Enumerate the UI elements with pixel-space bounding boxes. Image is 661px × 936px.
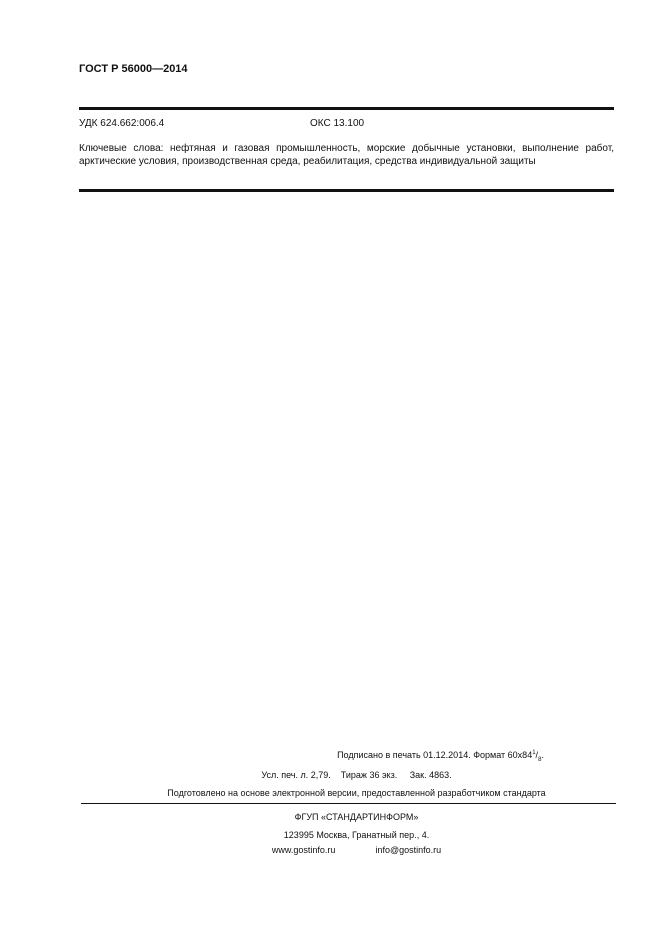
signed-text: Подписано в печать 01.12.2014. Формат 60x84	[337, 750, 533, 760]
imprint-divider	[81, 803, 616, 804]
email-link[interactable]: info@gostinfo.ru	[375, 845, 442, 855]
format-denominator: 8	[538, 756, 542, 763]
bottom-divider	[79, 189, 614, 192]
publisher-address: 123995 Москва, Гранатный пер., 4.	[283, 830, 430, 840]
standard-code: ГОСТ Р 56000—2014	[79, 63, 188, 75]
format-numerator: 1	[532, 750, 536, 756]
print-sheets: Усл. печ. л. 2,79.	[261, 770, 331, 780]
top-divider	[79, 107, 614, 110]
circulation: Тираж 36 экз.	[340, 770, 398, 780]
contact-line	[26, 845, 661, 855]
print-details	[26, 770, 661, 780]
oks-code: ОКС 13.100	[310, 118, 365, 129]
prepared-note: Подготовлено на основе электронной версии, предоставленной разработчиком стандарта	[167, 788, 546, 798]
format-suffix: .	[541, 750, 544, 760]
keywords-text: Ключевые слова: нефтяная и газовая промышленность, морские добычные установки, выполнение работ, арктические условия, производственная среда, реабилитация, средства индивидуальной защиты	[79, 143, 614, 167]
publisher-name: ФГУП «СТАНДАРТИНФОРМ»	[294, 812, 419, 822]
udc-code: УДК 624.662:006.4	[79, 118, 165, 129]
website-link[interactable]: www.gostinfo.ru	[271, 845, 336, 855]
order-number: Зак. 4863.	[409, 770, 452, 780]
signed-line: Подписано в печать 01.12.2014. Формат $60x84^1/_8$.	[337, 750, 544, 763]
